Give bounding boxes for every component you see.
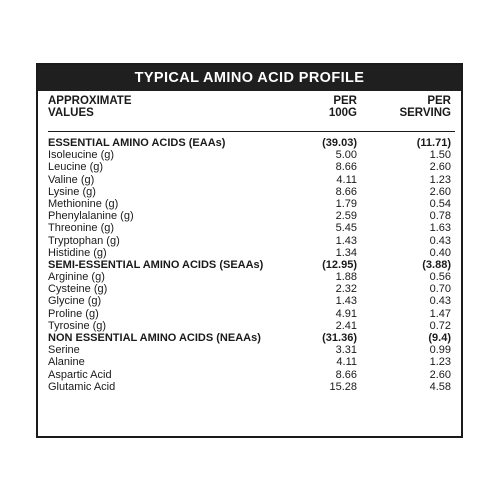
table-row <box>48 308 455 320</box>
table-row <box>48 174 455 186</box>
row-label: Leucine (g) <box>48 161 104 174</box>
table-row <box>48 247 455 259</box>
row-per-serving-value: (3.88) <box>422 258 451 271</box>
row-per-serving-value: (11.71) <box>416 137 451 149</box>
table-row <box>48 235 455 247</box>
header-per-serving-line2: SERVING <box>399 107 451 119</box>
row-label: Lysine (g) <box>48 185 96 198</box>
table-row <box>48 222 455 234</box>
row-per-serving-value: 4.58 <box>429 380 451 393</box>
row-per-100g-value: (39.03) <box>322 137 357 149</box>
row-per-100g-value: (12.95) <box>322 258 357 271</box>
table-row <box>48 149 455 161</box>
row-per-100g-value: 1.88 <box>335 271 357 284</box>
row-per-100g-value: (31.36) <box>322 332 357 344</box>
row-per-serving-value: 1.50 <box>429 149 451 162</box>
row-label: Cysteine (g) <box>48 283 108 296</box>
table-content <box>38 95 461 393</box>
table-row <box>48 295 455 307</box>
row-label: Glycine (g) <box>48 295 102 308</box>
row-per-100g-value: 5.00 <box>335 149 357 162</box>
amino-acid-profile-panel <box>36 63 463 438</box>
row-per-100g-value: 2.32 <box>335 283 357 296</box>
row-per-serving-value: 2.60 <box>429 185 451 198</box>
row-per-serving-value: 0.40 <box>429 246 451 259</box>
row-per-100g-value: 1.34 <box>335 246 357 259</box>
row-per-serving-value: 0.56 <box>429 271 451 284</box>
row-label: Valine (g) <box>48 173 95 186</box>
header-per-100g-cell <box>295 95 375 129</box>
table-body <box>48 137 455 393</box>
row-per-serving-value: 2.60 <box>429 368 451 381</box>
table-row <box>48 161 455 173</box>
panel-title: TYPICAL AMINO ACID PROFILE <box>38 65 461 91</box>
row-label: Threonine (g) <box>48 222 115 235</box>
row-label: Aspartic Acid <box>48 368 112 381</box>
row-label: ESSENTIAL AMINO ACIDS (EAAs) <box>48 137 226 149</box>
row-per-serving-value: 0.54 <box>429 197 451 210</box>
group-header-row <box>48 332 455 344</box>
row-per-100g-value: 1.43 <box>335 234 357 247</box>
row-per-100g-value: 2.59 <box>335 210 357 223</box>
row-per-serving-value: 1.23 <box>429 173 451 186</box>
header-divider <box>48 131 455 132</box>
row-label: Isoleucine (g) <box>48 149 115 162</box>
row-label: SEMI-ESSENTIAL AMINO ACIDS (SEAAs) <box>48 258 264 271</box>
header-per-100g-line2: 100G <box>328 107 357 119</box>
table-row <box>48 369 455 381</box>
row-per-serving-value: 2.60 <box>429 161 451 174</box>
row-per-100g-value: 5.45 <box>335 222 357 235</box>
table-row <box>48 356 455 368</box>
table-row <box>48 344 455 356</box>
row-label: Tryptophan (g) <box>48 234 120 247</box>
row-per-serving-value: 0.43 <box>429 295 451 308</box>
row-per-100g-value: 15.28 <box>329 380 357 393</box>
header-per-100g-line1: PER <box>333 95 357 107</box>
row-per-serving-value: 0.72 <box>429 319 451 332</box>
table-row <box>48 198 455 210</box>
table-row <box>48 271 455 283</box>
row-per-100g-value: 3.31 <box>335 344 357 357</box>
table-row <box>48 320 455 332</box>
row-per-serving-value: 0.70 <box>429 283 451 296</box>
header-label-line1: APPROXIMATE <box>48 95 132 107</box>
row-per-serving-value: (9.4) <box>428 332 451 344</box>
table-row <box>48 210 455 222</box>
row-label: NON ESSENTIAL AMINO ACIDS (NEAAs) <box>48 332 261 344</box>
row-label: Phenylalanine (g) <box>48 210 134 223</box>
header-label-line2: VALUES <box>48 107 94 119</box>
row-per-100g-value: 4.91 <box>335 307 357 320</box>
row-per-serving-value: 1.23 <box>429 356 451 369</box>
header-per-serving-line1: PER <box>427 95 451 107</box>
header-label-cell <box>48 95 295 129</box>
group-header-row <box>48 137 455 149</box>
row-per-serving-value: 1.63 <box>429 222 451 235</box>
row-label: Serine <box>48 344 80 357</box>
row-per-100g-value: 8.66 <box>335 368 357 381</box>
row-label: Arginine (g) <box>48 271 105 284</box>
row-per-100g-value: 8.66 <box>335 185 357 198</box>
table-row <box>48 186 455 198</box>
row-per-100g-value: 1.43 <box>335 295 357 308</box>
row-label: Tyrosine (g) <box>48 319 107 332</box>
row-per-serving-value: 1.47 <box>429 307 451 320</box>
table-row <box>48 381 455 393</box>
row-per-serving-value: 0.99 <box>429 344 451 357</box>
row-per-100g-value: 1.79 <box>335 197 357 210</box>
row-per-100g-value: 8.66 <box>335 161 357 174</box>
row-per-100g-value: 4.11 <box>336 173 357 186</box>
row-per-100g-value: 4.11 <box>336 356 357 369</box>
row-per-serving-value: 0.78 <box>429 210 451 223</box>
row-label: Alanine <box>48 356 85 369</box>
row-label: Proline (g) <box>48 307 99 320</box>
table-header <box>48 95 455 129</box>
row-label: Histidine (g) <box>48 246 107 259</box>
row-per-serving-value: 0.43 <box>429 234 451 247</box>
row-per-100g-value: 2.41 <box>335 319 357 332</box>
row-label: Methionine (g) <box>48 197 119 210</box>
group-header-row <box>48 259 455 271</box>
header-per-serving-cell <box>375 95 455 129</box>
table-row <box>48 283 455 295</box>
row-label: Glutamic Acid <box>48 380 116 393</box>
